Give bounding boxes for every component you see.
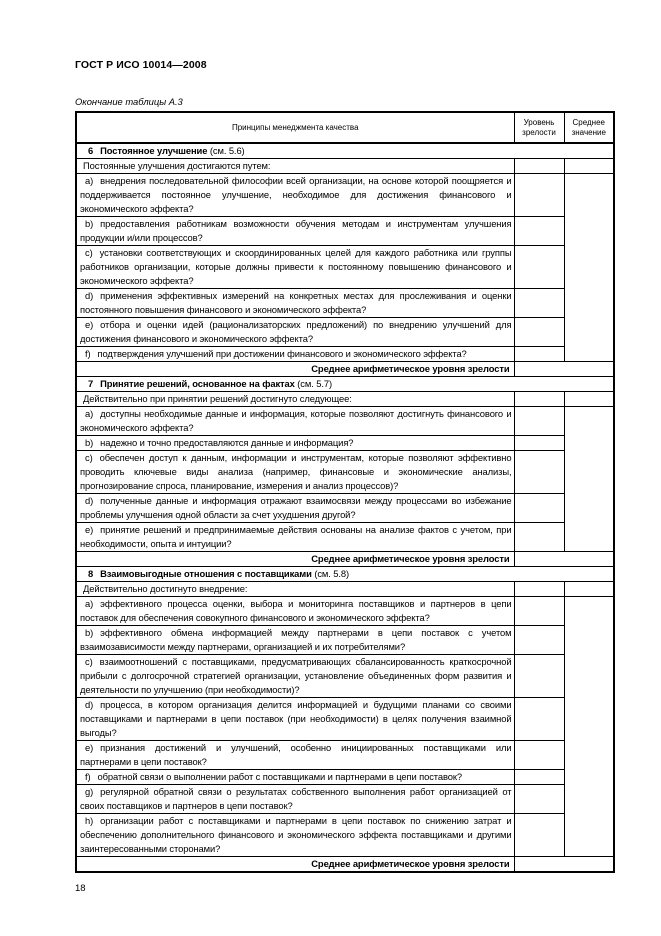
question-row: [76, 626, 614, 655]
question-cell: [76, 246, 514, 289]
question-row: [76, 523, 614, 552]
item-letter: a): [85, 175, 94, 186]
maturity-level-cell: [514, 494, 564, 523]
maturity-level-cell: [514, 392, 564, 407]
section-title-cell: [76, 143, 614, 159]
question-row: [76, 785, 614, 814]
question-cell: [76, 770, 514, 785]
section-title-row: [76, 143, 614, 159]
section-number: 6: [88, 145, 94, 156]
header-average-value: Среднее значение: [564, 112, 614, 143]
average-result-cell: [514, 362, 614, 377]
question-row: [76, 407, 614, 436]
maturity-level-cell: [514, 582, 564, 597]
average-label-cell: Среднее арифметическое уровня зрелости: [76, 857, 514, 873]
intro-cell: Действительно достигнуто внедрение:: [76, 582, 514, 597]
item-text: обратной связи о выполнении работ с поставщиками и партнерами в цепи поставок?: [97, 771, 463, 782]
maturity-level-cell: [514, 347, 564, 362]
average-result-cell: [514, 552, 614, 567]
item-letter: b): [85, 627, 94, 638]
item-text: внедрения последовательной философии всей организации, на основе которой поощряется и поддерживается постоянное улучшение, необходимое для достижения финансового и экономического эффекта?: [80, 175, 512, 214]
question-row: [76, 347, 614, 362]
item-text: отбора и оценки идей (рационализаторских предложений) по внедрению улучшений для достижения финансового и экономического эффекта?: [80, 319, 512, 344]
question-cell: [76, 347, 514, 362]
question-row: [76, 741, 614, 770]
item-text: регулярной обратной связи о результатах собственного выполнения работ организацией от своих поставщиков и партнеров в цепи поставок?: [80, 786, 512, 811]
question-cell: [76, 318, 514, 347]
item-text: подтверждения улучшений при достижении финансового и экономического эффекта?: [97, 348, 467, 359]
question-row: [76, 770, 614, 785]
question-row: [76, 436, 614, 451]
question-row: [76, 597, 614, 626]
item-text: взаимоотношений с поставщиками, предусматривающих сбалансированность краткосрочной прибыли с долгосрочной стратегией организации, установление объединенных форм развития и деятельности по улучшению (при необходимости)?: [80, 656, 512, 695]
item-letter: d): [85, 495, 94, 506]
section-title-row: [76, 567, 614, 582]
header-principles: Принципы менеджмента качества: [76, 112, 514, 143]
maturity-level-cell: [514, 174, 564, 217]
section-number: 7: [88, 378, 94, 389]
average-result-cell: [514, 857, 614, 873]
item-letter: b): [85, 437, 94, 448]
question-cell: [76, 494, 514, 523]
doc-code: ГОСТ Р ИСО 10014—2008: [75, 59, 207, 71]
question-cell: [76, 451, 514, 494]
item-letter: c): [85, 656, 93, 667]
question-cell: [76, 217, 514, 246]
question-cell: [76, 698, 514, 741]
item-text: полученные данные и информация отражают взаимосвязи между процессами во избежание проблемы улучшения одной области за счет ухудшения другой?: [80, 495, 512, 520]
item-letter: a): [85, 408, 94, 419]
question-row: [76, 174, 614, 217]
section-average-row: [76, 857, 614, 873]
question-row: [76, 814, 614, 857]
intro-cell: Постоянные улучшения достигаются путем:: [76, 159, 514, 174]
item-letter: e): [85, 524, 94, 535]
average-value-cell: [564, 159, 614, 174]
item-text: доступны необходимые данные и информация, которые позволяют достигнуть финансового и экономического эффекта?: [80, 408, 512, 433]
question-cell: [76, 741, 514, 770]
item-letter: b): [85, 218, 94, 229]
maturity-level-cell: [514, 436, 564, 451]
table-header-row: [76, 112, 614, 143]
header-maturity-level: Уровень зрелости: [514, 112, 564, 143]
item-text: обеспечен доступ к данным, информации и инструментам, которые позволяют эффективно проводить ключевые виды анализа (например, финансовые и экономические анализы, прогнозирование спроса, планирование, измерения и анализ процессов)?: [80, 452, 512, 491]
item-letter: c): [85, 247, 93, 258]
intro-cell: Действительно при принятии решений достигнуто следующее:: [76, 392, 514, 407]
maturity-level-cell: [514, 626, 564, 655]
maturity-level-cell: [514, 741, 564, 770]
question-cell: [76, 655, 514, 698]
item-letter: d): [85, 699, 94, 710]
question-row: [76, 246, 614, 289]
maturity-level-cell: [514, 159, 564, 174]
section-title-row: [76, 377, 614, 392]
table-caption: Окончание таблицы А.3: [75, 96, 183, 107]
item-letter: e): [85, 319, 94, 330]
section-average-row: [76, 362, 614, 377]
quality-principles-table: [75, 111, 615, 873]
question-cell: [76, 597, 514, 626]
average-value-merged-cell: [564, 407, 614, 552]
question-row: [76, 217, 614, 246]
maturity-level-cell: [514, 770, 564, 785]
item-letter: f): [85, 771, 91, 782]
item-letter: a): [85, 598, 94, 609]
item-letter: c): [85, 452, 93, 463]
maturity-level-cell: [514, 523, 564, 552]
question-cell: [76, 407, 514, 436]
question-cell: [76, 174, 514, 217]
maturity-level-cell: [514, 597, 564, 626]
average-value-merged-cell: [564, 174, 614, 362]
maturity-level-cell: [514, 655, 564, 698]
item-text: процесса, в котором организация делится информацией и будущими планами со своими поставщиками и партнерами в цепи поставок (при необходимости) в целях получения взаимной выгоды?: [80, 699, 512, 738]
question-cell: [76, 626, 514, 655]
section-number: 8: [88, 568, 94, 579]
average-label-cell: Среднее арифметическое уровня зрелости: [76, 552, 514, 567]
item-text: эффективного обмена информацией между партнерами в цепи поставок с учетом взаимозависимости между партнерами, организацией и их потребителями?: [80, 627, 512, 652]
average-value-cell: [564, 582, 614, 597]
maturity-level-cell: [514, 698, 564, 741]
item-letter: d): [85, 290, 94, 301]
item-text: признания достижений и улучшений, особенно инициированных поставщиками или партнерами в цепи поставок?: [80, 742, 512, 767]
item-text: предоставления работникам возможности обучения методам и инструментам улучшения продукции и/или процессов?: [80, 218, 512, 243]
question-row: [76, 494, 614, 523]
section-intro-row: [76, 392, 614, 407]
question-row: [76, 289, 614, 318]
item-text: организации работ с поставщиками и партнерами в цепи поставок по снижению затрат и обеспечению дополнительного финансового и экономического эффекта поставщиками и другими заинтересованными сторонами?: [80, 815, 512, 854]
question-cell: [76, 289, 514, 318]
section-average-row: [76, 552, 614, 567]
item-text: принятие решений и предпринимаемые действия основаны на анализе фактов с учетом, при необходимости, опыта и интуиции?: [80, 524, 512, 549]
section-title-cell: [76, 377, 614, 392]
section-ref: (см. 5.6): [209, 145, 245, 156]
question-cell: [76, 523, 514, 552]
maturity-level-cell: [514, 217, 564, 246]
item-text: эффективного процесса оценки, выбора и мониторинга поставщиков и партнеров в цепи поставок для обеспечения совокупного финансового и экономического эффекта?: [80, 598, 512, 623]
section-intro-row: [76, 159, 614, 174]
item-letter: h): [85, 815, 94, 826]
maturity-level-cell: [514, 289, 564, 318]
question-row: [76, 698, 614, 741]
item-text: надежно и точно предоставляются данные и информация?: [100, 437, 354, 448]
question-cell: [76, 814, 514, 857]
item-letter: f): [85, 348, 91, 359]
average-value-merged-cell: [564, 597, 614, 857]
section-title: Постоянное улучшение: [100, 145, 208, 156]
section-title: Взаимовыгодные отношения с поставщиками: [100, 568, 312, 579]
item-letter: g): [85, 786, 94, 797]
item-text: установки соответствующих и скоординированных целей для каждого работника или группы работников организации, которые должны привести к постоянному повышению финансового и экономического эффекта?: [80, 247, 512, 286]
question-row: [76, 318, 614, 347]
page-number: 18: [75, 883, 86, 894]
question-row: [76, 451, 614, 494]
section-title-cell: [76, 567, 614, 582]
question-cell: [76, 785, 514, 814]
table-body: [76, 143, 614, 872]
section-ref: (см. 5.7): [297, 378, 332, 389]
item-text: применения эффективных измерений на конкретных местах для прослеживания и оценки постоянного повышения финансового и экономического эффекта?: [80, 290, 512, 315]
maturity-level-cell: [514, 814, 564, 857]
question-row: [76, 655, 614, 698]
maturity-level-cell: [514, 246, 564, 289]
maturity-level-cell: [514, 407, 564, 436]
average-label-cell: Среднее арифметическое уровня зрелости: [76, 362, 514, 377]
item-letter: e): [85, 742, 94, 753]
section-title: Принятие решений, основанное на фактах: [100, 378, 295, 389]
section-ref: (см. 5.8): [314, 568, 350, 579]
question-cell: [76, 436, 514, 451]
section-intro-row: [76, 582, 614, 597]
maturity-level-cell: [514, 785, 564, 814]
maturity-level-cell: [514, 451, 564, 494]
maturity-level-cell: [514, 318, 564, 347]
average-value-cell: [564, 392, 614, 407]
